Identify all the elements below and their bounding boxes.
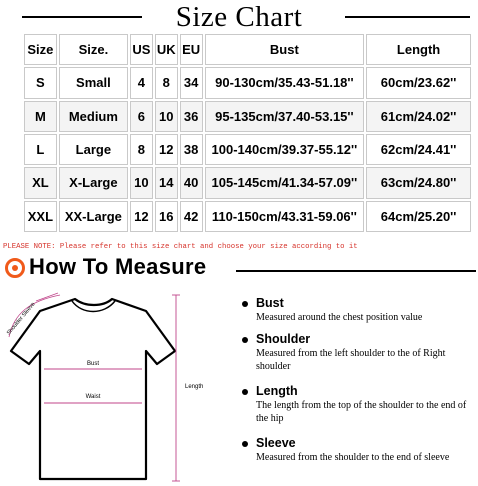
table-cell: 63cm/24.80'' bbox=[366, 167, 471, 198]
tshirt-diagram bbox=[0, 285, 230, 485]
shoulder-sleeve-label: Shoulder Sleeve bbox=[5, 301, 37, 337]
table-cell: 100-140cm/39.37-55.12'' bbox=[205, 134, 365, 165]
header-cell: Size. bbox=[59, 34, 128, 65]
table-cell: 60cm/23.62'' bbox=[366, 67, 471, 98]
table-cell: 61cm/24.02'' bbox=[366, 101, 471, 132]
measure-description: Measured around the chest position value bbox=[256, 312, 423, 323]
size-chart-table bbox=[22, 32, 473, 234]
table-row bbox=[24, 201, 471, 232]
header-cell: Bust bbox=[205, 34, 365, 65]
bullet-icon bbox=[242, 301, 248, 307]
shoulder-guide-line bbox=[9, 295, 60, 337]
table-cell: 12 bbox=[155, 134, 178, 165]
measure-description: Measured from the left shoulder to the of Right shoulder bbox=[256, 348, 446, 372]
table-cell: S bbox=[24, 67, 57, 98]
table-cell: 42 bbox=[180, 201, 203, 232]
section-rule bbox=[236, 270, 476, 272]
measure-description: Measured from the shoulder to the end of sleeve bbox=[256, 452, 450, 463]
bullet-icon bbox=[242, 441, 248, 447]
size-chart-header bbox=[0, 0, 478, 34]
table-cell: XL bbox=[24, 167, 57, 198]
table-cell: XXL bbox=[24, 201, 57, 232]
tshirt-outline bbox=[11, 299, 175, 479]
table-cell: 38 bbox=[180, 134, 203, 165]
bullet-icon bbox=[242, 337, 248, 343]
header-cell: EU bbox=[180, 34, 203, 65]
table-cell: 8 bbox=[130, 134, 153, 165]
shoulder-guide-tick bbox=[36, 293, 58, 301]
table-cell: Small bbox=[59, 67, 128, 98]
measure-heading: Sleeve bbox=[256, 436, 296, 450]
header-cell: Size bbox=[24, 34, 57, 65]
length-label: Length bbox=[185, 384, 204, 390]
table-cell: 62cm/24.41'' bbox=[366, 134, 471, 165]
table-cell: 14 bbox=[155, 167, 178, 198]
table-cell: 64cm/25.20'' bbox=[366, 201, 471, 232]
table-cell: 10 bbox=[155, 101, 178, 132]
table-cell: 40 bbox=[180, 167, 203, 198]
table-cell: 6 bbox=[130, 101, 153, 132]
header-cell: Length bbox=[366, 34, 471, 65]
table-cell: 90-130cm/35.43-51.18'' bbox=[205, 67, 365, 98]
table-cell: Large bbox=[59, 134, 128, 165]
table-row bbox=[24, 67, 471, 98]
table-cell: 34 bbox=[180, 67, 203, 98]
table-cell: 10 bbox=[130, 167, 153, 198]
measure-heading: Length bbox=[256, 384, 298, 398]
table-cell: 105-145cm/41.34-57.09'' bbox=[205, 167, 365, 198]
orange-circle-icon bbox=[5, 258, 25, 278]
table-cell: X-Large bbox=[59, 167, 128, 198]
table-cell: 8 bbox=[155, 67, 178, 98]
size-note: PLEASE NOTE: Please refer to this size chart and choose your size according to it bbox=[3, 243, 358, 251]
table-header-row bbox=[24, 34, 471, 65]
table-cell: 16 bbox=[155, 201, 178, 232]
waist-label: Waist bbox=[85, 394, 101, 400]
table-cell: L bbox=[24, 134, 57, 165]
table-cell: Medium bbox=[59, 101, 128, 132]
measure-heading: Shoulder bbox=[256, 332, 311, 346]
table-cell: 4 bbox=[130, 67, 153, 98]
bust-label: Bust bbox=[86, 361, 100, 367]
table-cell: 36 bbox=[180, 101, 203, 132]
table-cell: 12 bbox=[130, 201, 153, 232]
header-cell: UK bbox=[155, 34, 178, 65]
table-cell: 95-135cm/37.40-53.15'' bbox=[205, 101, 365, 132]
how-to-measure-header bbox=[4, 256, 478, 282]
measure-description: The length from the top of the shoulder to the end of the hip bbox=[256, 400, 467, 424]
table-row bbox=[24, 167, 471, 198]
header-cell: US bbox=[130, 34, 153, 65]
table-cell: 110-150cm/43.31-59.06'' bbox=[205, 201, 365, 232]
table-row bbox=[24, 101, 471, 132]
table-row bbox=[24, 134, 471, 165]
table-cell: XX-Large bbox=[59, 201, 128, 232]
measure-heading: Bust bbox=[256, 296, 284, 310]
bullet-icon bbox=[242, 389, 248, 395]
page-title: Size Chart bbox=[0, 0, 478, 34]
table-cell: M bbox=[24, 101, 57, 132]
section-title: How To Measure bbox=[29, 254, 207, 279]
